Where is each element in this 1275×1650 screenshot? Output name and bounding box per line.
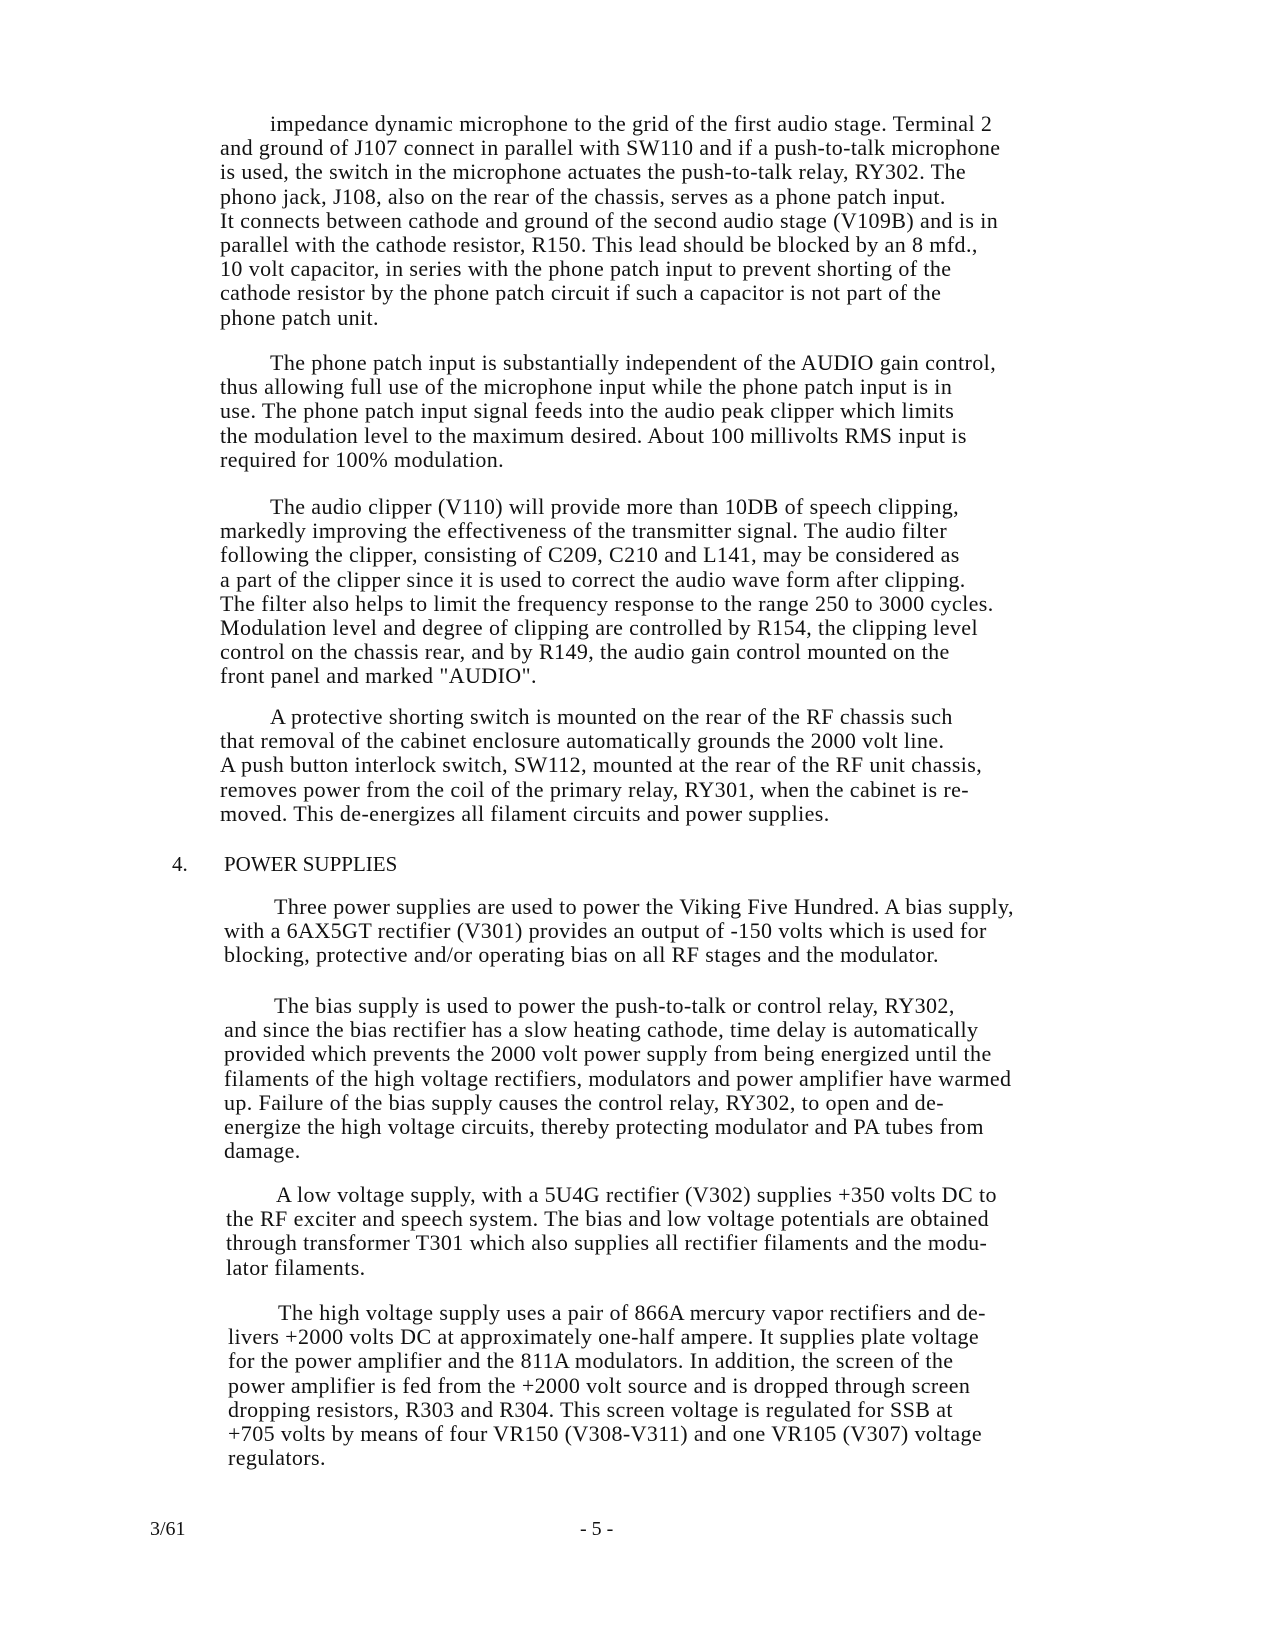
text-line: that removal of the cabinet enclosure automatically grounds the 2000 volt line. [220,728,945,754]
text-line: with a 6AX5GT rectifier (V301) provides an output of -150 volts which is used for [224,918,987,944]
paragraph-shorting-switch [220,705,982,826]
text-line: and since the bias rectifier has a slow heating cathode, time delay is automatically [224,1017,979,1043]
section-title: POWER SUPPLIES [224,852,398,876]
text-line: livers +2000 volts DC at approximately one-half ampere. It supplies plate voltage [228,1324,980,1350]
paragraph-low-voltage [226,1183,997,1280]
text-line: thus allowing full use of the microphone input while the phone patch input is in [220,374,953,400]
text-line: parallel with the cathode resistor, R150. This lead should be blocked by an 8 mfd., [220,232,978,258]
text-line: dropping resistors, R303 and R304. This screen voltage is regulated for SSB at [228,1396,953,1422]
text-line: The audio clipper (V110) will provide more than 10DB of speech clipping, [270,494,960,519]
text-line: markedly improving the effectiveness of the transmitter signal. The audio filter [220,518,948,544]
text-line: lator filaments. [226,1254,366,1280]
text-line: A low voltage supply, with a 5U4G rectifier (V302) supplies +350 volts DC to [276,1182,997,1207]
text-line: A push button interlock switch, SW112, mounted at the rear of the RF unit chassis, [220,752,983,778]
text-line: control on the chassis rear, and by R149, the audio gain control mounted on the [220,639,950,665]
text-line: 10 volt capacitor, in series with the phone patch input to prevent shorting of the [220,256,952,282]
text-line: impedance dynamic microphone to the grid of the first audio stage. Terminal 2 [270,111,993,136]
text-line: cathode resistor by the phone patch circuit if such a capacitor is not part of the [220,280,942,306]
text-line: required for 100% modulation. [220,446,505,472]
text-line: phono jack, J108, also on the rear of the chassis, serves as a phone patch input. [220,183,946,209]
text-line: provided which prevents the 2000 volt power supply from being energized until the [224,1041,992,1067]
text-line: +705 volts by means of four VR150 (V308-V311) and one VR105 (V307) voltage [228,1421,983,1447]
text-line: the modulation level to the maximum desired. About 100 millivolts RMS input is [220,422,967,448]
section-number: 4. [172,852,188,876]
text-line: a part of the clipper since it is used to correct the audio wave form after clipping. [220,566,966,592]
page-number: - 5 - [580,1518,614,1540]
text-line: phone patch unit. [220,304,379,330]
text-line: energize the high voltage circuits, thereby protecting modulator and PA tubes from [224,1114,984,1140]
text-line: through transformer T301 which also supplies all rectifier filaments and the modu- [226,1230,988,1256]
text-line: The bias supply is used to power the push-to-talk or control relay, RY302, [274,993,955,1018]
text-line: The high voltage supply uses a pair of 866A mercury vapor rectifiers and de- [278,1300,986,1325]
text-line: damage. [224,1138,301,1164]
text-line: blocking, protective and/or operating bias on all RF stages and the modulator. [224,942,939,968]
text-line: is used, the switch in the microphone actuates the push-to-talk relay, RY302. The [220,159,967,185]
text-line: The filter also helps to limit the frequency response to the range 250 to 3000 cycles. [220,590,994,616]
text-line: for the power amplifier and the 811A modulators. In addition, the screen of the [228,1348,954,1374]
text-line: removes power from the coil of the primary relay, RY301, when the cabinet is re- [220,776,970,802]
paragraph-phone-patch [220,351,996,472]
paragraph-bias-supply [224,994,1011,1163]
paragraph-power-supplies [224,895,1014,968]
text-line: The phone patch input is substantially independent of the AUDIO gain control, [270,350,997,375]
text-line: It connects between cathode and ground of the second audio stage (V109B) and is in [220,207,999,233]
text-line: front panel and marked "AUDIO". [220,663,537,689]
text-line: Three power supplies are used to power the Viking Five Hundred. A bias supply, [274,894,1014,919]
text-line: power amplifier is fed from the +2000 volt source and is dropped through screen [228,1372,971,1398]
text-line: use. The phone patch input signal feeds into the audio peak clipper which limits [220,398,955,424]
text-line: Modulation level and degree of clipping are controlled by R154, the clipping level [220,615,978,641]
text-line: following the clipper, consisting of C209, C210 and L141, may be considered as [220,542,960,568]
text-line: regulators. [228,1445,326,1471]
text-line: up. Failure of the bias supply causes the control relay, RY302, to open and de- [224,1089,944,1115]
footer-date: 3/61 [150,1518,186,1540]
paragraph-high-voltage [228,1301,986,1470]
text-line: A protective shorting switch is mounted on the rear of the RF chassis such [270,704,953,729]
text-line: the RF exciter and speech system. The bias and low voltage potentials are obtained [226,1206,990,1232]
paragraph-microphone-inputs [220,112,1000,330]
text-line: and ground of J107 connect in parallel with SW110 and if a push-to-talk microphone [220,135,1001,161]
text-line: moved. This de-energizes all filament circuits and power supplies. [220,800,830,826]
text-line: filaments of the high voltage rectifiers, modulators and power amplifier have warmed [224,1065,1012,1091]
paragraph-audio-clipper [220,495,994,689]
